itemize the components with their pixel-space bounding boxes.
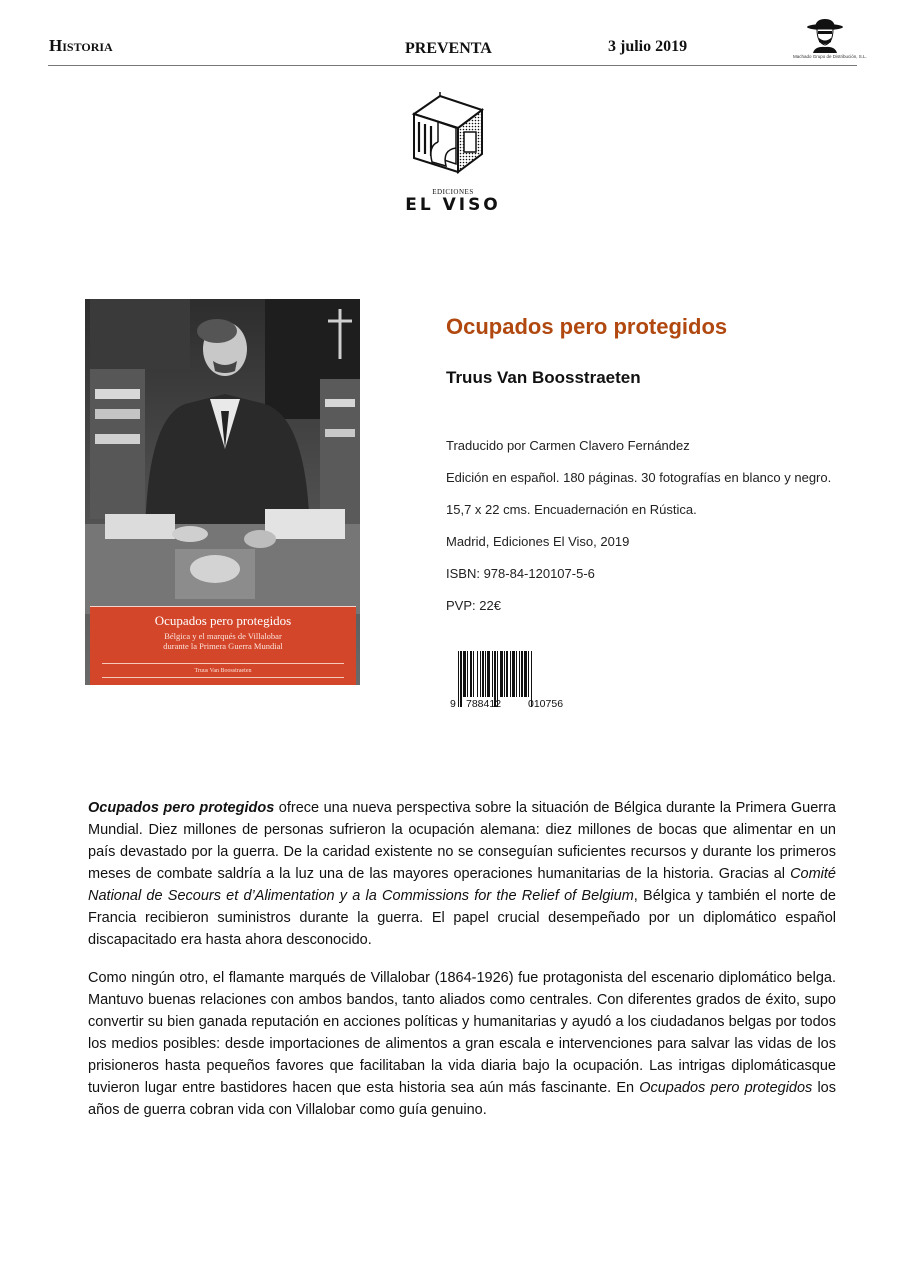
imprint-line: Madrid, Ediciones El Viso, 2019 (446, 534, 630, 549)
format-line: 15,7 x 22 cms. Encuadernación en Rústica. (446, 502, 697, 517)
description-text: Como ningún otro, el flamante marqués de Villalobar (1864-1926) fue protagonista del escenario diplomático belga. Mantuvo buenas relaciones con ambos bandos, tanto aliados como centrales. Con diferentes grados de éxito, supo convertir su bien ganada reputación en acciones políticas y humanitarias y ayudó a los ciudadanos belgas por todos los medios posibles: desde importaciones de alimentos a gran escala e intervenciones para salvar las vidas de los prisioneros hasta pequeños favores que facilitaban la vida diaria bajo la ocupación. Las intrigas diplomáticasque tuvieron lugar entre bastidores hacen que esta historia sea aún más fascinante. En (88, 970, 836, 1096)
barcode-bar (492, 651, 493, 697)
description-paragraph-1 (88, 797, 836, 951)
barcode-digits-left: 788412 (466, 698, 502, 710)
cover-subtitle-line2: durante la Primera Guerra Mundial (163, 641, 283, 651)
barcode-bar (470, 651, 472, 697)
description-organization: Comité National de Secours et d’Alimentation y a la Commissions for the Relief of Belgium (88, 866, 836, 904)
distributor-caption: Machado Grupo de Distribución, S.L. (793, 54, 867, 59)
barcode-bar (485, 651, 486, 697)
presale-label: PREVENTA (405, 40, 492, 57)
book-title: Ocupados pero protegidos (446, 314, 728, 339)
barcode-bar (512, 651, 515, 697)
barcode-digits-right: 010756 (528, 698, 564, 710)
isbn-line: ISBN: 978-84-120107-5-6 (446, 566, 595, 581)
barcode-bar (528, 651, 529, 697)
publisher-logo (402, 92, 504, 224)
cover-author: Truus Van Boosstraeten (194, 668, 252, 674)
book-cover (85, 299, 360, 685)
distributor-logo (793, 18, 867, 62)
barcode-bar (524, 651, 527, 697)
barcode-bar (510, 651, 511, 697)
edition-line: Edición en español. 180 páginas. 30 fotografías en blanco y negro. (446, 470, 832, 485)
price-line: PVP: 22€ (446, 598, 501, 613)
barcode-bar (504, 651, 505, 697)
cover-rule-bottom (102, 677, 344, 678)
publisher-label: EDICIONES (432, 188, 474, 196)
cover-subtitle-line1: Bélgica y el marqués de Villalobar (164, 631, 282, 641)
translator-line: Traducido por Carmen Clavero Fernández (446, 438, 690, 453)
description-text: los años de guerra cobran vida con Villalobar como guía genuino. (88, 1080, 836, 1118)
barcode-bar (477, 651, 478, 697)
barcode-bar (516, 651, 517, 697)
header-divider (48, 65, 857, 66)
description-text: , Bélgica y también el norte de Francia recibieron suministros durante la guerra. El papel crucial desempeñado por un diplomático español discapacitado era hasta ahora desconocido. (88, 888, 836, 948)
description-text: ofrece una nueva perspectiva sobre la situación de Bélgica durante la Primera Guerra Mundial. Diez millones de personas sufrieron la ocupación alemana: diez millones de bocas que alimentar en un país devastado por la guerra. De la caridad existente no se conseguían suficientes recursos y durante los primeros meses de combate saldría a la luz una de las mayores operaciones humanitarias de la historia. Gracias al (88, 800, 836, 882)
barcode-bar (487, 651, 490, 697)
section-label: Historia (49, 36, 113, 55)
barcode-bar (500, 651, 503, 697)
barcode-bar (480, 651, 481, 697)
barcode-digit-prefix: 9 (450, 698, 456, 710)
barcode-bar (519, 651, 520, 697)
publisher-name: EL VISO (405, 195, 501, 215)
isbn-barcode (448, 651, 578, 713)
description-book-title: Ocupados pero protegidos (639, 1080, 813, 1096)
description-paragraph-2 (88, 967, 836, 1121)
cover-title: Ocupados pero protegidos (154, 613, 292, 628)
barcode-bar (463, 651, 466, 697)
building-icon (402, 92, 504, 184)
description-book-title: Ocupados pero protegidos (88, 800, 275, 816)
barcode-bar (521, 651, 523, 697)
barcode-bar (458, 651, 459, 707)
cover-subtitle (90, 631, 356, 651)
barcode-bar (506, 651, 508, 697)
barcode-bar (460, 651, 462, 707)
release-date: 3 julio 2019 (608, 38, 688, 55)
hat-man-icon (793, 18, 857, 54)
cover-title-band (90, 606, 356, 685)
barcode-bar (473, 651, 474, 697)
book-author: Truus Van Boosstraeten (446, 368, 641, 387)
barcode-bar (467, 651, 468, 697)
cover-rule-top (102, 663, 344, 664)
barcode-bar (482, 651, 484, 697)
